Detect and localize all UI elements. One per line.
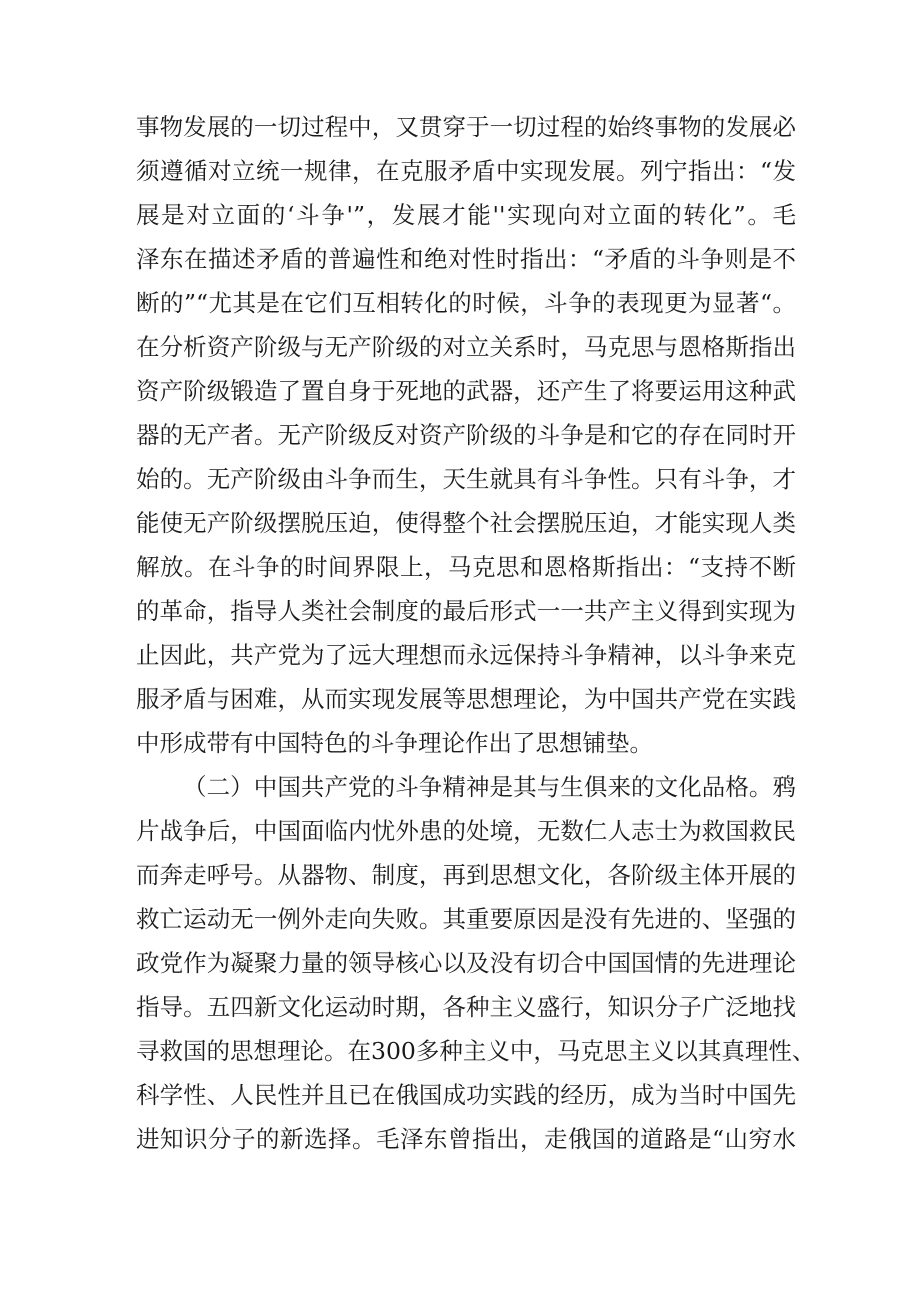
text-line: 救亡运动无一例外走向失败。其重要原因是没有先进的、坚强的 <box>136 905 796 933</box>
text-line: 止因此，共产党为了远大理想而永远保持斗争精神，以斗争来克 <box>136 641 796 669</box>
text-line: 展是对立面的‘斗争'”，发展才能''实现向对立面的转化”。毛 <box>136 201 796 229</box>
text-line: 始的。无产阶级由斗争而生，天生就具有斗争性。只有斗争，才 <box>136 465 796 493</box>
section-heading-line: （二）中国共产党的斗争精神是其与生俱来的文化品格。鸦 <box>183 773 796 801</box>
text-line: 须遵循对立统一规律，在克服矛盾中实现发展。列宁指出：“发 <box>136 157 796 185</box>
text-line: 服矛盾与困难，从而实现发展等思想理论，为中国共产党在实践 <box>136 685 796 713</box>
text-line: 而奔走呼号。从器物、制度，再到思想文化，各阶级主体开展的 <box>136 861 796 889</box>
text-line: 在分析资产阶级与无产阶级的对立关系时，马克思与恩格斯指出 <box>136 333 796 361</box>
text-line: 寻救国的思想理论。在300多种主义中，马克思主义以其真理性、 <box>136 1037 816 1065</box>
text-line: 泽东在描述矛盾的普遍性和绝对性时指出：“矛盾的斗争则是不 <box>136 245 796 273</box>
text-line: 中形成带有中国特色的斗争理论作出了思想铺垫。 <box>136 729 653 757</box>
text-line: 解放。在斗争的时间界限上，马克思和恩格斯指出：“支持不断 <box>136 553 796 581</box>
text-line: 政党作为凝聚力量的领导核心以及没有切合中国国情的先进理论 <box>136 949 796 977</box>
text-line: 事物发展的一切过程中，又贯穿于一切过程的始终事物的发展必 <box>136 113 796 141</box>
text-line: 器的无产者。无产阶级反对资产阶级的斗争是和它的存在同时开 <box>136 421 796 449</box>
text-line: 资产阶级锻造了置自身于死地的武器，还产生了将要运用这种武 <box>136 377 796 405</box>
text-line: 片战争后，中国面临内忧外患的处境，无数仁人志士为救国救民 <box>136 817 796 845</box>
text-line: 断的”“尤其是在它们互相转化的时候，斗争的表现更为显著“。 <box>136 289 796 317</box>
text-line: 科学性、人民性并且已在俄国成功实践的经历，成为当时中国先 <box>136 1081 796 1109</box>
text-line: 进知识分子的新选择。毛泽东曾指出，走俄国的道路是“山穷水 <box>136 1125 796 1153</box>
text-line: 能使无产阶级摆脱压迫，使得整个社会摆脱压迫，才能实现人类 <box>136 509 796 537</box>
text-line: 的革命，指导人类社会制度的最后形式一一共产主义得到实现为 <box>136 597 796 625</box>
text-line: 指导。五四新文化运动时期，各种主义盛行，知识分子广泛地找 <box>136 993 796 1021</box>
